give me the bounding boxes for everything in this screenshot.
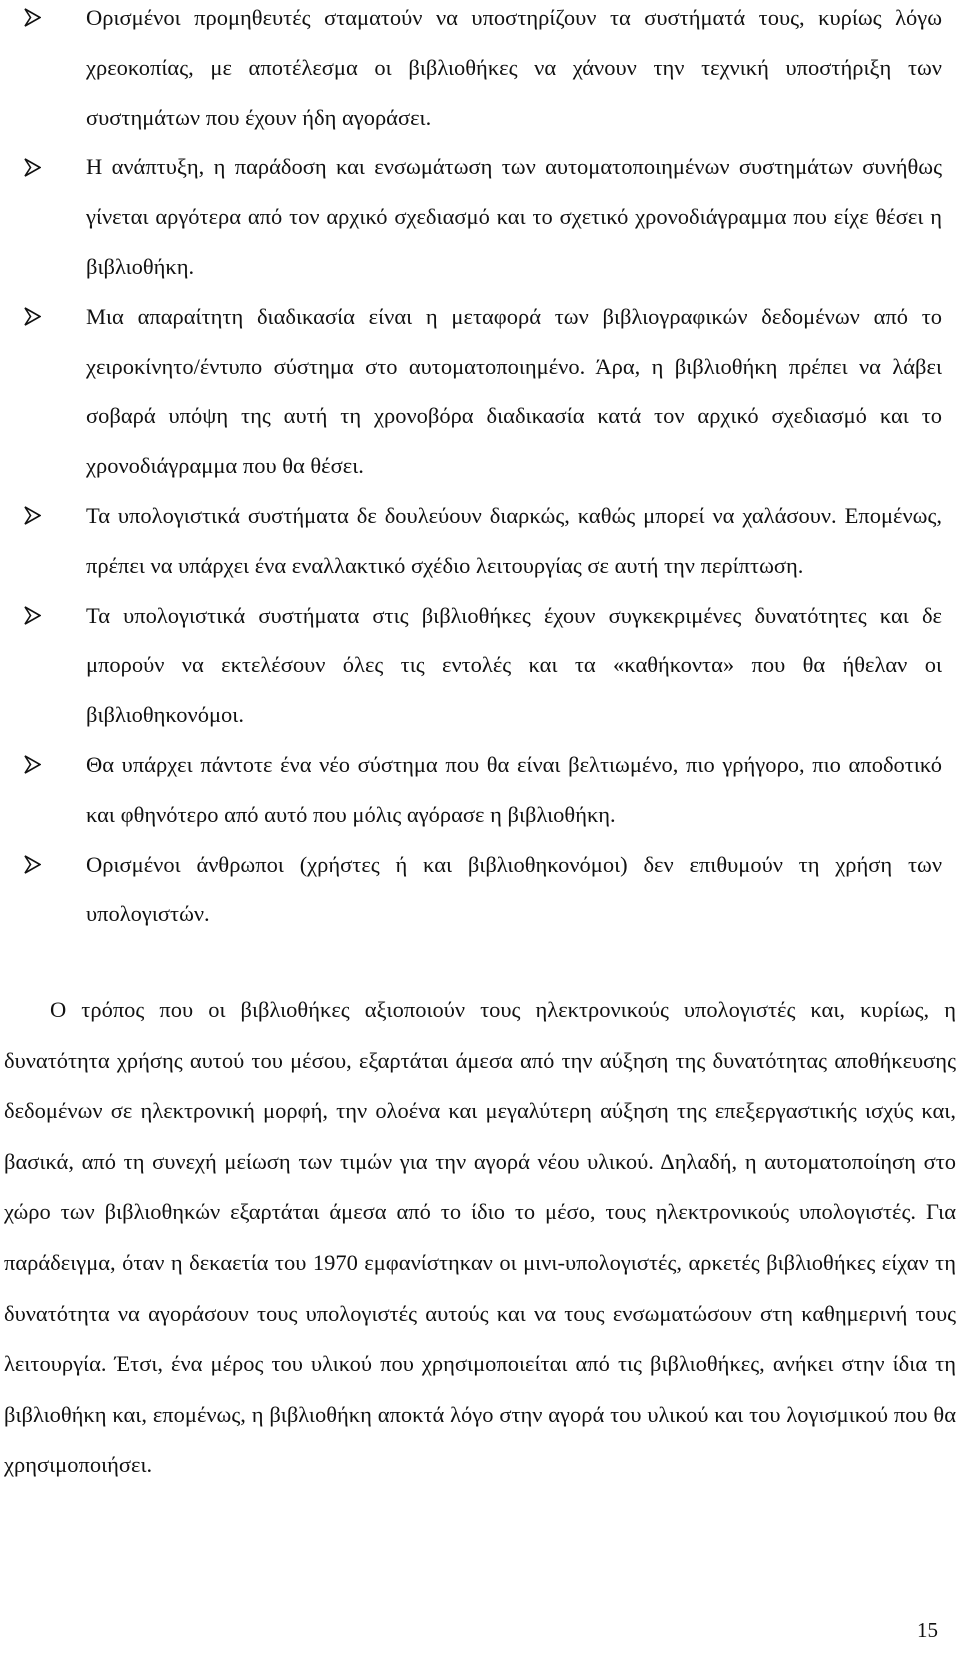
list-item bbox=[20, 740, 942, 840]
arrowhead-bullet-icon bbox=[20, 591, 44, 641]
arrowhead-bullet-icon bbox=[20, 740, 44, 790]
body-paragraph: Ο τρόπος που οι βιβλιοθήκες αξιοποιούν τους ηλεκτρονικούς υπολογιστές και, κυρίως, η δυνατότητα χρήσης αυτού του μέσου, εξαρτάται άμεσα από την αύξηση της δυνατότητας αποθήκευσης δεδομένων σε ηλεκτρονική μορφή, την ολοένα και μεγαλύτερη αύξηση της επεξεργαστικής ισχύς και, βασικά, από τη συνεχή μείωση των τιμών για την αγορά νέου υλικού. Δηλαδή, η αυτοματοποίηση στο χώρο των βιβλιοθηκών εξαρτάται άμεσα από το ίδιο το μέσο, τους ηλεκτρονικούς υπολογιστές. Για παράδειγμα, όταν η δεκαετία του 1970 εμφανίστηκαν οι μινι-υπολογιστές, αρκετές βιβλιοθήκες είχαν τη δυνατότητα να αγοράσουν τους υπολογιστές αυτούς και να τους ενσωματώσουν στη καθημερινή τους λειτουργία. Έτσι, ένα μέρος του υλικού που χρησιμοποιείται από τις βιβλιοθήκες, ανήκει στην ίδια τη βιβλιοθήκη και, επομένως, η βιβλιοθήκη αποκτά λόγο στην αγορά του υλικού και του λογισμικού που θα χρησιμοποιήσει. bbox=[4, 997, 956, 1478]
list-item-text: Τα υπολογιστικά συστήματα δε δουλεύουν διαρκώς, καθώς μπορεί να χαλάσουν. Επομένως, πρέπει να υπάρχει ένα εναλλακτικό σχέδιο λειτουργίας σε αυτή την περίπτωση. bbox=[86, 502, 942, 578]
arrowhead-bullet-icon bbox=[20, 142, 44, 192]
arrowhead-bullet-icon bbox=[20, 292, 44, 342]
list-item bbox=[20, 591, 942, 740]
list-item bbox=[20, 0, 942, 142]
arrowhead-bullet-icon bbox=[20, 491, 44, 541]
list-item bbox=[20, 840, 942, 940]
list-item-text: Μια απαραίτητη διαδικασία είναι η μεταφορά των βιβλιογραφικών δεδομένων από το χειροκίνητο/έντυπο σύστημα στο αυτοματοποιημένο. Άρα, η βιβλιοθήκη πρέπει να λάβει σοβαρά υπόψη της αυτή τη χρονοβόρα διαδικασία κατά τον αρχικό σχεδιασμό και το χρονοδιάγραμμα που θα θέσει. bbox=[86, 303, 942, 479]
arrowhead-bullet-icon bbox=[20, 840, 44, 890]
page-number: 15 bbox=[917, 1618, 938, 1642]
list-item-text: Θα υπάρχει πάντοτε ένα νέο σύστημα που θα είναι βελτιωμένο, πιο γρήγορο, πιο αποδοτικό και φθηνότερο από αυτό που μόλις αγόρασε η βιβλιοθήκη. bbox=[86, 751, 942, 827]
list-item bbox=[20, 142, 942, 291]
list-item bbox=[20, 491, 942, 591]
list-item-text: Η ανάπτυξη, η παράδοση και ενσωμάτωση των αυτοματοποιημένων συστημάτων συνήθως γίνεται αργότερα από τον αρχικό σχεδιασμό και το σχετικό χρονοδιάγραμμα που είχε θέσει η βιβλιοθήκη. bbox=[86, 154, 942, 279]
arrowhead-bullet-icon bbox=[20, 0, 44, 43]
list-item-text: Ορισμένοι προμηθευτές σταματούν να υποστηρίζουν τα συστήματά τους, κυρίως λόγω χρεοκοπίας, με αποτέλεσμα οι βιβλιοθήκες να χάνουν την τεχνική υποστήριξη των συστημάτων που έχουν ήδη αγοράσει. bbox=[86, 5, 942, 130]
bullet-list bbox=[20, 0, 942, 939]
list-item-text: Τα υπολογιστικά συστήματα στις βιβλιοθήκες έχουν συγκεκριμένες δυνατότητες και δε μπορούν να εκτελέσουν όλες τις εντολές και τα «καθήκοντα» που θα ήθελαν οι βιβλιοθηκονόμοι. bbox=[86, 602, 942, 728]
list-item bbox=[20, 292, 942, 491]
list-item-text: Ορισμένοι άνθρωποι (χρήστες ή και βιβλιοθηκονόμοι) δεν επιθυμούν τη χρήση των υπολογιστών. bbox=[86, 851, 942, 927]
